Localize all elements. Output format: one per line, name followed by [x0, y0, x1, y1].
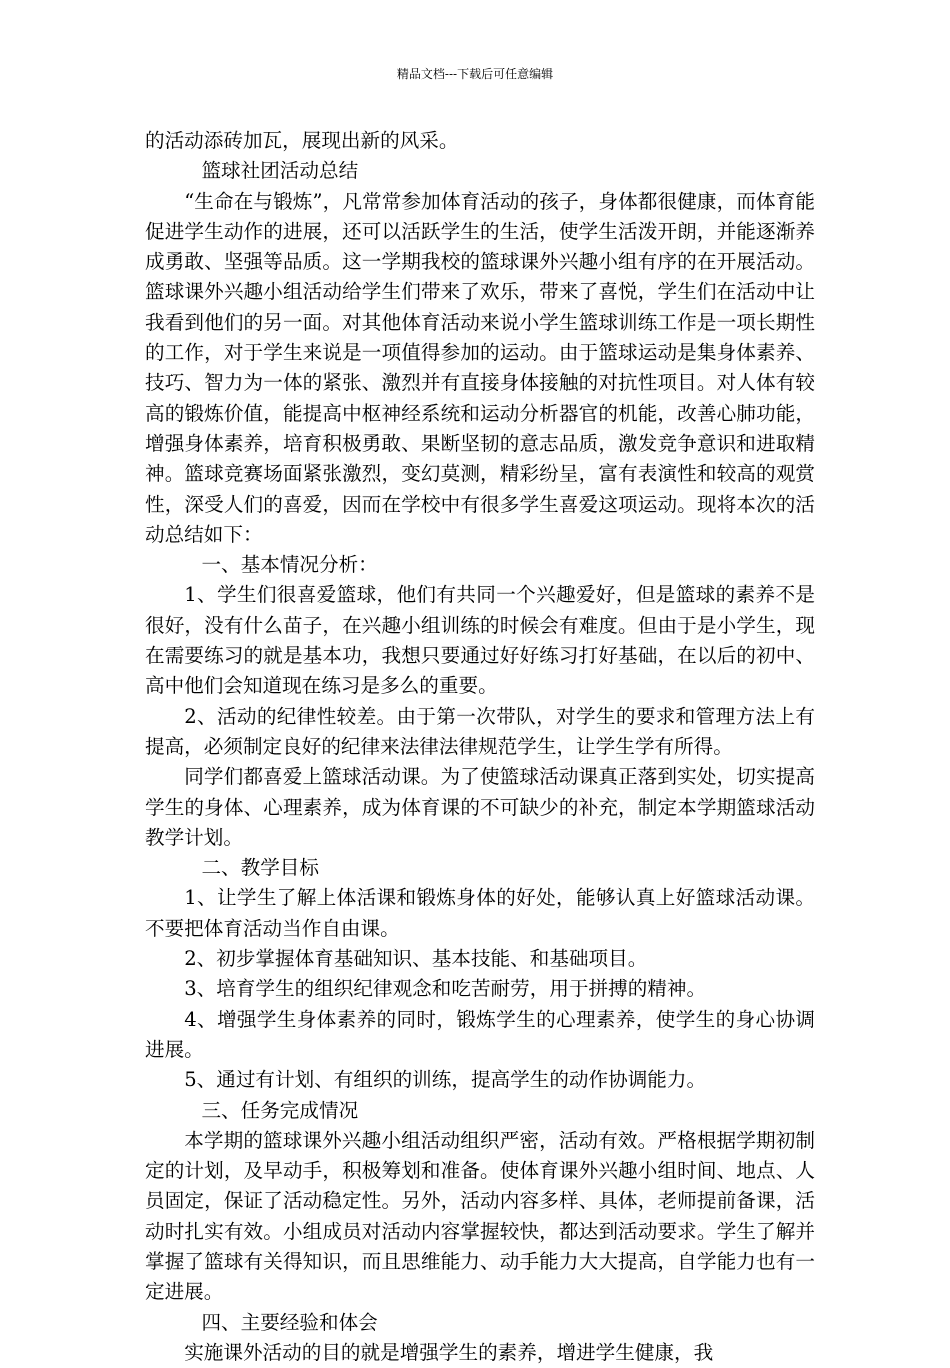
paragraph-item-2: 2、活动的纪律性较差。由于第一次带队，对学生的要求和管理方法上有提高，必须制定良好的纪律来法律法律规范学生，让学生学有所得。: [145, 704, 815, 758]
paragraph-goal-3: 3、培育学生的组织纪律观念和吃苦耐劳，用于拼搏的精神。: [184, 977, 707, 1001]
section-heading-teaching-goals: 二、教学目标: [201, 856, 319, 880]
document-body: [145, 126, 815, 1368]
document-title: 篮球社团活动总结: [201, 159, 359, 183]
section-heading-task-completion: 三、任务完成情况: [201, 1098, 359, 1122]
paragraph-intro: “生命在与锻炼”，凡常常参加体育活动的孩子，身体都很健康，而体育能促进学生动作的进展，还可以活跃学生的生活，使学生活泼开朗，并能逐渐养成勇敢、坚强等品质。这一学期我校的篮球课外兴趣小组有序的在开展活动。篮球课外兴趣小组活动给学生们带来了欢乐，带来了喜悦，学生们在活动中让我看到他们的另一面。对其他体育活动来说小学生篮球训练工作是一项长期性的工作，对于学生来说是一项值得参加的运动。由于篮球运动是集身体素养、技巧、智力为一体的紧张、激烈并有直接身体接触的对抗性项目。对人体有较高的锻炼价值，能提高中枢神经系统和运动分析器官的机能，改善心肺功能，增强身体素养，培育积极勇敢、果断坚韧的意志品质，激发竞争意识和进取精神。篮球竞赛场面紧张激烈，变幻莫测，精彩纷呈，富有表演性和较高的观赏性，深受人们的喜爱，因而在学校中有很多学生喜爱这项运动。现将本次的活动总结如下：: [145, 189, 815, 546]
paragraph-item-1: 1、学生们很喜爱篮球，他们有共同一个兴趣爱好，但是篮球的素养不是很好，没有什么苗子，在兴趣小组训练的时候会有难度。但由于是小学生，现在需要练习的就是基本功，我想只要通过好好练习打好基础，在以后的初中、高中他们会知道现在练习是多么的重要。: [145, 583, 815, 698]
paragraph-task-completion: 本学期的篮球课外兴趣小组活动组织严密，活动有效。严格根据学期初制定的计划，及早动手，积极筹划和准备。使体育课外兴趣小组时间、地点、人员固定，保证了活动稳定性。另外，活动内容多样、具体，老师提前备课，活动时扎实有效。小组成员对活动内容掌握较快，都达到活动要求。学生了解并掌握了篮球有关得知识，而且思维能力、动手能力大大提高，自学能力也有一定进展。: [145, 1128, 815, 1304]
paragraph-goal-5: 5、通过有计划、有组织的训练，提高学生的动作协调能力。: [184, 1068, 707, 1092]
paragraph-goal-1: 1、让学生了解上体活课和锻炼身体的好处，能够认真上好篮球活动课。不要把体育活动当作自由课。: [145, 886, 815, 940]
paragraph-experience: 实施课外活动的目的就是增强学生的素养，增进学生健康，我: [184, 1340, 714, 1364]
page-header: 精品文档---下载后可任意编辑: [396, 67, 554, 81]
paragraph-goal-4: 4、增强学生身体素养的同时，锻炼学生的心理素养，使学生的身心协调进展。: [145, 1007, 815, 1061]
paragraph-plan: 同学们都喜爱上篮球活动课。为了使篮球活动课真正落到实处，切实提高学生的身体、心理素养，成为体育课的不可缺少的补充，制定本学期篮球活动教学计划。: [145, 765, 815, 849]
section-heading-experience: 四、主要经验和体会: [201, 1310, 378, 1334]
section-heading-basic-situation: 一、基本情况分析：: [201, 553, 378, 577]
paragraph-goal-2: 2、初步掌握体育基础知识、基本技能、和基础项目。: [184, 947, 648, 971]
paragraph-continuation: 的活动添砖加瓦，展现出新的风采。: [145, 129, 459, 152]
